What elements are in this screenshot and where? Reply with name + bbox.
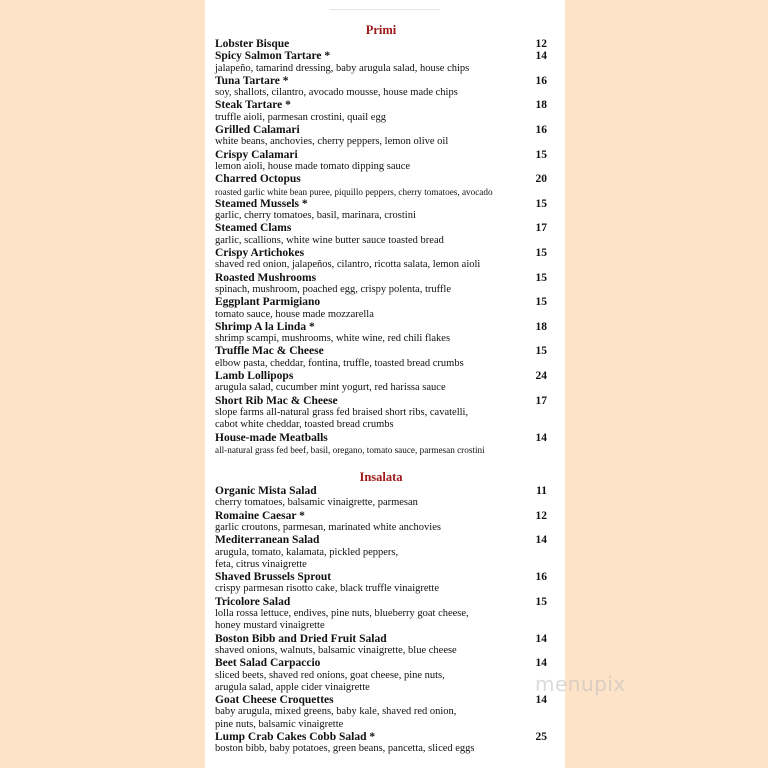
menu-item-description: lolla rossa lettuce, endives, pine nuts, blueberry goat cheese, (215, 608, 469, 620)
menu-item-description: garlic, scallions, white wine butter sauce toasted bread (215, 234, 444, 246)
watermark: menupix (535, 672, 626, 696)
menu-item-header (215, 124, 547, 136)
menu-item-name: Steamed Clams (215, 222, 292, 235)
menu-item-description: honey mustard vinaigrette (215, 620, 325, 632)
menu-item-name: Shaved Brussels Sprout (215, 571, 332, 584)
menu-item (215, 485, 547, 510)
menu-item-header (215, 345, 547, 357)
menu-item-price: 15 (535, 247, 547, 260)
menu-item-header (215, 633, 547, 645)
menu-item (215, 247, 547, 272)
menu-item (215, 432, 547, 457)
menu-item-header (215, 173, 547, 185)
menu-item-price: 11 (536, 485, 547, 498)
menu-item-price: 24 (535, 370, 547, 383)
menu-item-description: cherry tomatoes, balsamic vinaigrette, parmesan (215, 497, 418, 509)
menu-item-name: House-made Meatballs (215, 431, 328, 444)
menu-item (215, 222, 547, 247)
section-title-primi: Primi (365, 23, 397, 37)
menu-item-price: 14 (535, 694, 547, 707)
menu-item-description: jalapeño, tamarind dressing, baby arugula salad, house chips (215, 62, 470, 74)
menu-item-header (215, 99, 547, 111)
menu-item-name: Shrimp A la Linda * (215, 320, 315, 333)
menu-item-header (215, 321, 547, 333)
menu-item (215, 50, 547, 75)
menu-item-description: baby arugula, mixed greens, baby kale, shaved red onion, (215, 706, 457, 718)
menu-page (205, 0, 565, 768)
menu-item (215, 38, 547, 50)
menu-item-name: Beet Salad Carpaccio (215, 657, 321, 670)
menu-item-name: Steamed Mussels * (215, 197, 308, 210)
menu-item-description: boston bibb, baby potatoes, green beans, pancetta, sliced eggs (215, 743, 475, 755)
menu-item (215, 596, 547, 633)
menu-item-name: Goat Cheese Croquettes (215, 694, 334, 707)
section-title-insalata: Insalata (359, 470, 403, 485)
menu-item-header (215, 432, 547, 444)
menu-item-name: Grilled Calamari (215, 124, 300, 137)
menu-item-description: shrimp scampi, mushrooms, white wine, red chili flakes (215, 333, 451, 345)
menu-item-price: 12 (535, 509, 547, 522)
menu-item-header (215, 370, 547, 382)
menu-item-header (215, 731, 547, 743)
menu-item (215, 657, 547, 694)
menu-item-name: Charred Octopus (215, 173, 301, 186)
menu-item-description: arugula salad, cucumber mint yogurt, red harissa sauce (215, 382, 446, 394)
menu-item-name: Spicy Salmon Tartare * (215, 50, 331, 63)
menu-item-price: 16 (535, 124, 547, 137)
menu-item-name: Crispy Artichokes (215, 247, 305, 260)
menu-item-name: Eggplant Parmigiano (215, 296, 321, 309)
menu-item-description: truffle aioli, parmesan crostini, quail egg (215, 111, 386, 123)
menu-item-price: 14 (535, 431, 547, 444)
menu-item (215, 571, 547, 596)
menu-item-header (215, 485, 547, 497)
menu-item-header (215, 222, 547, 234)
menu-item-header (215, 510, 547, 522)
menu-item-price: 15 (535, 595, 547, 608)
menu-item-header (215, 50, 547, 62)
menu-item-header (215, 247, 547, 259)
menu-item-price: 18 (535, 320, 547, 333)
menu-item-header (215, 534, 547, 546)
menu-item (215, 534, 547, 571)
menu-item-price: 20 (535, 173, 547, 186)
menu-item (215, 173, 547, 198)
menu-item-description: slope farms all-natural grass fed braised short ribs, cavatelli, (215, 406, 469, 418)
menu-item (215, 731, 547, 756)
menu-item (215, 633, 547, 658)
menu-item (215, 296, 547, 321)
menu-item-description: garlic croutons, parmesan, marinated white anchovies (215, 521, 441, 533)
menu-item-description: all-natural grass fed beef, basil, oregano, tomato sauce, parmesan crostini (215, 444, 485, 455)
menu-item-header (215, 149, 547, 161)
menu-item-name: Tricolore Salad (215, 595, 291, 608)
menu-item-price: 14 (535, 657, 547, 670)
menu-item-description: spinach, mushroom, poached egg, crispy polenta, truffle (215, 283, 451, 295)
menu-item-name: Lamb Lollipops (215, 370, 294, 383)
menu-item-name: Romaine Caesar * (215, 509, 305, 522)
menu-item-description: sliced beets, shaved red onions, goat cheese, pine nuts, (215, 669, 445, 681)
menu-item-description: roasted garlic white bean puree, piquillo peppers, cherry tomatoes, avocado (215, 186, 493, 197)
menu-item-header (215, 75, 547, 87)
menu-item (215, 395, 547, 432)
menu-item-price: 14 (535, 50, 547, 63)
menu-item-name: Boston Bibb and Dried Fruit Salad (215, 632, 387, 645)
menu-item-name: Tuna Tartare * (215, 74, 289, 87)
menu-item-header (215, 596, 547, 608)
menu-item-name: Crispy Calamari (215, 148, 298, 161)
menu-item-header (215, 272, 547, 284)
menu-content (215, 23, 547, 756)
menu-item-price: 12 (535, 38, 547, 50)
menu-item-name: Organic Mista Salad (215, 485, 317, 498)
menu-item-header (215, 198, 547, 210)
menu-item-header (215, 395, 547, 407)
menu-item-description: shaved red onion, jalapeños, cilantro, ricotta salata, lemon aioli (215, 259, 481, 271)
menu-item-price: 14 (535, 534, 547, 547)
menu-item (215, 149, 547, 174)
menu-item (215, 124, 547, 149)
menu-item-header (215, 694, 547, 706)
menu-item-price: 25 (535, 731, 547, 744)
menu-item-price: 15 (535, 271, 547, 284)
menu-item (215, 370, 547, 395)
menu-item-header (215, 38, 547, 50)
menu-item-description: white beans, anchovies, cherry peppers, lemon olive oil (215, 136, 449, 148)
menu-item-description: feta, citrus vinaigrette (215, 558, 307, 570)
menu-item-description: lemon aioli, house made tomato dipping sauce (215, 160, 411, 172)
menu-item (215, 345, 547, 370)
menu-item-price: 18 (535, 99, 547, 112)
menu-item-description: pine nuts, balsamic vinaigrette (215, 718, 344, 730)
menu-item-description: tomato sauce, house made mozzarella (215, 308, 374, 320)
menu-item-header (215, 571, 547, 583)
menu-item-price: 14 (535, 632, 547, 645)
menu-item-description: shaved onions, walnuts, balsamic vinaigrette, blue cheese (215, 644, 457, 656)
menu-item-name: Short Rib Mac & Cheese (215, 394, 338, 407)
menu-item-price: 15 (535, 148, 547, 161)
menu-item (215, 694, 547, 731)
menu-item-price: 15 (535, 197, 547, 210)
menu-item-price: 15 (535, 345, 547, 358)
menu-item-description: arugula, tomato, kalamata, pickled peppers, (215, 546, 399, 558)
menu-item-description: elbow pasta, cheddar, fontina, truffle, toasted bread crumbs (215, 357, 464, 369)
menu-item-price: 16 (535, 571, 547, 584)
menu-item (215, 75, 547, 100)
menu-item-name: Steak Tartare * (215, 99, 291, 112)
menu-item (215, 321, 547, 346)
menu-item-price: 17 (535, 394, 547, 407)
menu-item (215, 99, 547, 124)
menu-item-description: garlic, cherry tomatoes, basil, marinara, crostini (215, 210, 416, 222)
menu-item-price: 15 (535, 296, 547, 309)
menu-item-name: Truffle Mac & Cheese (215, 345, 324, 358)
menu-item-description: crispy parmesan risotto cake, black truffle vinaigrette (215, 583, 440, 595)
menu-item-name: Lump Crab Cakes Cobb Salad * (215, 731, 376, 744)
menu-item-price: 16 (535, 74, 547, 87)
menu-item-description: cabot white cheddar, toasted bread crumbs (215, 419, 394, 431)
menu-item-price: 17 (535, 222, 547, 235)
menu-item-header (215, 657, 547, 669)
menu-item-description: arugula salad, apple cider vinaigrette (215, 681, 370, 693)
menu-item-name: Roasted Mushrooms (215, 271, 317, 284)
menu-item-description: soy, shallots, cilantro, avocado mousse, house made chips (215, 87, 458, 99)
menu-item (215, 510, 547, 535)
menu-item-name: Lobster Bisque (215, 38, 290, 50)
top-rule (330, 9, 440, 10)
menu-item-header (215, 296, 547, 308)
menu-item (215, 272, 547, 297)
menu-item (215, 198, 547, 223)
menu-item-name: Mediterranean Salad (215, 534, 320, 547)
